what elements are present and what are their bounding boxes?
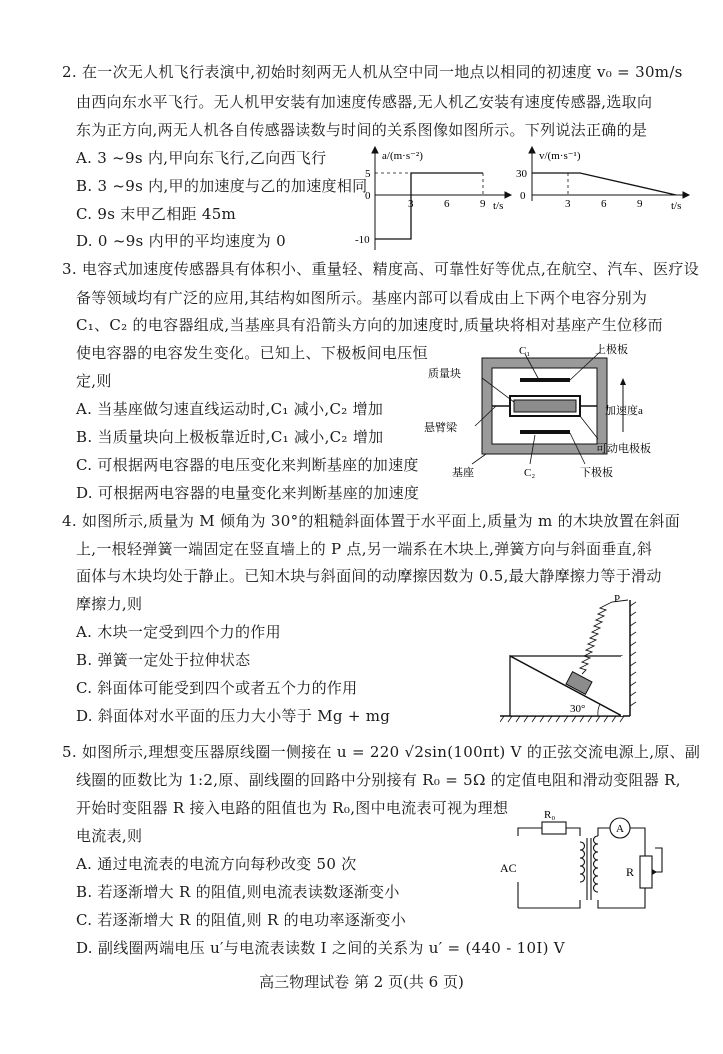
q2-v-xlabel: t/s: [671, 200, 682, 212]
q4-option-b: B. 弹簧一定处于拉伸状态: [76, 651, 251, 669]
q3-c2-label: C₂: [524, 467, 536, 479]
q4-incline-spring-diagram: [500, 592, 650, 724]
q3-stem-line-3: C₁、C₂ 的电容器组成,当基座具有沿箭头方向的加速度时,质量块将相对基座产生位移而: [76, 316, 663, 334]
q3-stem-line-4: 使电容器的电容发生变化。已知上、下极板间电压恒: [76, 344, 428, 362]
q5-stem-line-4: 电流表,则: [76, 827, 143, 845]
q3-option-b: B. 当质量块向上极板靠近时,C₁ 减小,C₂ 增加: [76, 428, 384, 446]
q5-ac-label: AC: [500, 861, 517, 875]
q2-v-ytick-30: 30: [516, 168, 527, 180]
q2-option-b: B. 3 ~9s 内,甲的加速度与乙的加速度相同: [76, 177, 368, 195]
q2-acceleration-graph: [355, 145, 515, 253]
q2-option-a: A. 3 ~9s 内,甲向东飞行,乙向西飞行: [76, 149, 327, 167]
q3-option-a: A. 当基座做匀速直线运动时,C₁ 减小,C₂ 增加: [76, 400, 384, 418]
q3-stem-line-5: 定,则: [76, 372, 112, 390]
q3-capacitor-sensor-diagram: [420, 340, 670, 480]
q2-stem-line-2: 由西向东水平飞行。无人机甲安装有加速度传感器,无人机乙安装有速度传感器,选取向: [76, 93, 653, 111]
q3-bottom-plate-label: 下极板: [580, 467, 613, 479]
q2-v-xtick-3: 3: [565, 198, 571, 210]
q3-c1-label: C₁: [519, 345, 531, 357]
q5-stem-line-1: 5. 如图所示,理想变压器原线圈一侧接在 u = 220 √2sin(100πt) V 的正弦交流电源上,原、副: [62, 743, 701, 761]
q2-v-xtick-6: 6: [601, 198, 607, 210]
q3-option-d: D. 可根据两电容器的电量变化来判断基座的加速度: [76, 484, 420, 502]
q4-option-c: C. 斜面体可能受到四个或者五个力的作用: [76, 679, 358, 697]
q4-angle-label: 30°: [570, 703, 586, 715]
q3-stem-line-1: 3. 电容式加速度传感器具有体积小、重量轻、精度高、可靠性好等优点,在航空、汽车、医疗设: [62, 260, 700, 278]
q3-cantilever-label: 悬臂梁: [424, 422, 457, 434]
q4-stem-line-1: 4. 如图所示,质量为 M 倾角为 30°的粗糙斜面体置于水平面上,质量为 m 的木块放置在斜面: [62, 512, 681, 530]
q2-v-ytick-0: 0: [520, 190, 526, 202]
q4-stem-line-4: 摩擦力,则: [76, 595, 143, 613]
q2-a-ytick-5: 5: [365, 168, 371, 180]
q5-option-a: A. 通过电流表的电流方向每秒改变 50 次: [76, 855, 357, 873]
q2-a-ytick-neg10: -10: [355, 234, 370, 246]
q2-a-xtick-3: 3: [408, 198, 414, 210]
q2-v-ylabel: v/(m·s⁻¹): [539, 150, 581, 162]
q3-base-label: 基座: [452, 467, 474, 479]
q4-point-p-label: P: [614, 593, 621, 605]
q4-stem-line-2: 上,一根轻弹簧一端固定在竖直墙上的 P 点,另一端系在木块上,弹簧方向与斜面垂直,斜: [76, 540, 653, 558]
q3-top-plate-label: 上极板: [595, 344, 628, 356]
q2-a-ylabel: a/(m·s⁻²): [382, 150, 423, 162]
q4-option-a: A. 木块一定受到四个力的作用: [76, 623, 281, 641]
q4-stem-line-3: 面体与木块均处于静止。已知木块与斜面间的动摩擦因数为 0.5,最大静摩擦力等于滑动: [76, 567, 662, 585]
q3-option-c: C. 可根据两电容器的电压变化来判断基座的加速度: [76, 456, 419, 474]
q2-stem-line-3: 东为正方向,两无人机各自传感器读数与时间的关系图像如图所示。下列说法正确的是: [76, 121, 648, 139]
q3-mass-label: 质量块: [428, 368, 461, 380]
q2-a-ytick-0: 0: [365, 190, 371, 202]
q2-velocity-series-line: [532, 173, 676, 195]
q2-a-xlabel: t/s: [493, 200, 504, 212]
q5-option-c: C. 若逐渐增大 R 的阻值,则 R 的电功率逐渐变小: [76, 911, 407, 929]
q3-movable-plate-label: 可动电极板: [596, 443, 651, 455]
q3-stem-line-2: 备等领域均有广泛的应用,其结构如图所示。基座内部可以看成由上下两个电容分别为: [76, 289, 648, 307]
q5-transformer-circuit: [490, 808, 680, 920]
q2-option-d: D. 0 ~9s 内甲的平均速度为 0: [76, 232, 286, 250]
q5-stem-line-2: 线圈的匝数比为 1:2,原、副线圈的回路中分别接有 R₀ = 5Ω 的定值电阻和滑动变阻器 R,: [76, 771, 681, 789]
q2-acceleration-series-line: [375, 173, 483, 239]
q5-ammeter-label: A: [616, 823, 624, 835]
q2-stem-line-1: 2. 在一次无人机飞行表演中,初始时刻两无人机从空中同一地点以相同的初速度 v₀ = 30m/s: [62, 63, 683, 81]
q2-a-xtick-9: 9: [480, 198, 486, 210]
page-footer: 高三物理试卷 第 2 页(共 6 页): [259, 973, 464, 991]
q5-r-label: R: [626, 865, 635, 879]
q5-option-b: B. 若逐渐增大 R 的阻值,则电流表读数逐渐变小: [76, 883, 400, 901]
q2-a-xtick-6: 6: [444, 198, 450, 210]
q2-v-xtick-9: 9: [637, 198, 643, 210]
q5-option-d: D. 副线圈两端电压 u′与电流表读数 I 之间的关系为 u′ = (440 - 10I) V: [76, 939, 565, 957]
q5-stem-line-3: 开始时变阻器 R 接入电路的阻值也为 R₀,图中电流表可视为理想: [76, 799, 509, 817]
q4-option-d: D. 斜面体对水平面的压力大小等于 Mg + mg: [76, 707, 391, 725]
q2-velocity-graph: [508, 145, 698, 215]
q5-r0-label: R₀: [544, 809, 556, 821]
q3-accel-label: 加速度a: [605, 405, 643, 417]
q2-option-c: C. 9s 末甲乙相距 45m: [76, 205, 237, 223]
